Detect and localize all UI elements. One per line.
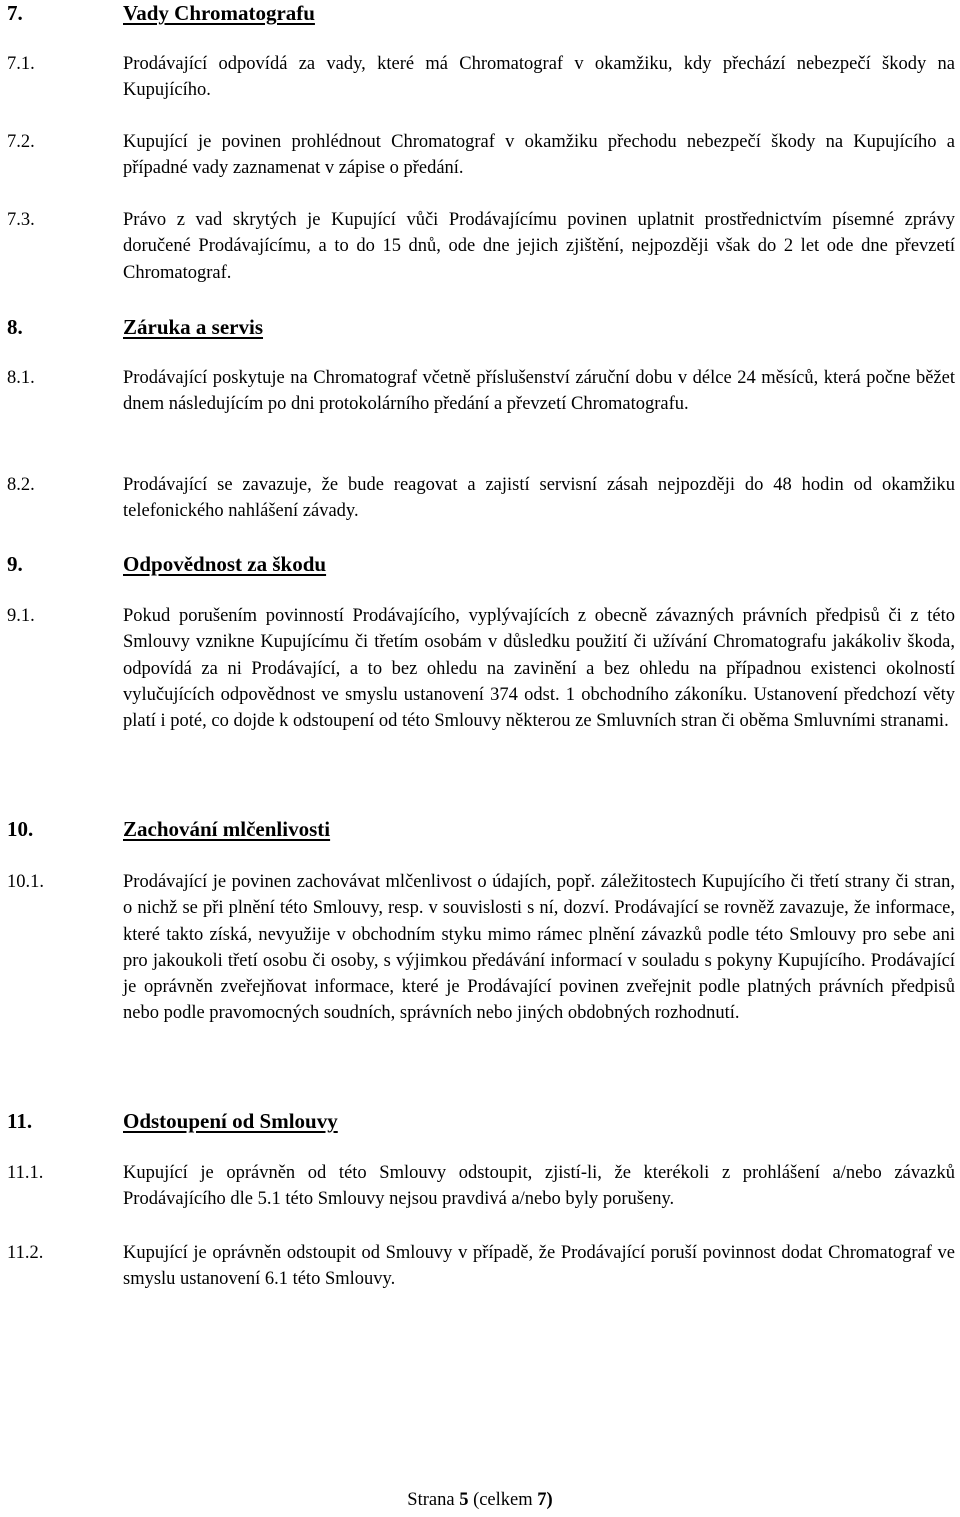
clause-number: 7.1. xyxy=(7,54,35,74)
section-title: Zachování mlčenlivosti xyxy=(123,817,331,841)
clause-number: 8.1. xyxy=(7,368,35,388)
clause-number: 11.1. xyxy=(7,1163,44,1183)
clause-number: 8.2. xyxy=(7,475,35,495)
section-title: Vady Chromatografu xyxy=(123,1,315,25)
clause xyxy=(7,1160,955,1213)
clause-text: Prodávající poskytuje na Chromatograf včetně příslušenství záruční dobu v délce 24 měsíců, která počne běžet dnem následujícím po dni protokolárního předání a převzetí Chromatografu. xyxy=(123,368,955,415)
footer-middle: (celkem xyxy=(468,1490,538,1510)
clause-number: 11.2. xyxy=(7,1243,44,1263)
section-number: 11. xyxy=(7,1109,33,1133)
clause-number: 7.2. xyxy=(7,132,35,152)
clause xyxy=(7,869,955,1027)
section-number: 10. xyxy=(7,817,34,841)
footer-page-number: 5 xyxy=(459,1490,469,1510)
section-title: Odstoupení od Smlouvy xyxy=(123,1109,338,1133)
page-footer xyxy=(0,1487,960,1513)
clause-text: Prodávající odpovídá za vady, které má Chromatograf v okamžiku, kdy přechází nebezpečí škody na Kupujícího. xyxy=(123,54,955,101)
clause-number: 10.1. xyxy=(7,872,44,892)
clause-text: Kupující je povinen prohlédnout Chromatograf v okamžiku přechodu nebezpečí škody na Kupujícího a případné vady zaznamenat v zápise o předání. xyxy=(123,132,955,179)
clause xyxy=(7,207,955,286)
footer-prefix: Strana xyxy=(407,1490,460,1510)
footer-total-pages: 7) xyxy=(537,1490,553,1510)
clause xyxy=(7,365,955,418)
clause-number: 9.1. xyxy=(7,606,35,626)
clause-text: Právo z vad skrytých je Kupující vůči Prodávajícímu povinen uplatnit prostřednictvím písemné zprávy doručené Prodávajícímu, a to do 15 dnů, ode dne jejich zjištění, nejpozději však do 2 let ode dne převzetí Chromatograf. xyxy=(123,210,955,283)
clause xyxy=(7,603,955,734)
clause xyxy=(7,1240,955,1293)
section-title: Záruka a servis xyxy=(123,315,264,339)
clause xyxy=(7,51,955,104)
section-number: 8. xyxy=(7,315,23,339)
section-number: 7. xyxy=(7,1,23,25)
clause-text: Prodávající je povinen zachovávat mlčenlivost o údajích, popř. záležitostech Kupujícího či třetí strany či stran, o nichž se při plnění této Smlouvy, resp. v souvislosti s ní, dozví. Prodávající se rovněž zavazuje, že informace, které takto získá, nevyužije v obchodním styku mimo rámec plnění závazků podle této Smlouvy pro sebe ani pro jakoukoli třetí osobu či osoby, s výjimkou předávání informací v souladu s pokyny Kupujícího. Prodávající je oprávněn zveřejňovat informace, které je Prodávající povinen zveřejnit podle platných právních předpisů nebo podle pravomocných soudních, správních nebo jiných obdobných rozhodnutí. xyxy=(123,872,955,1024)
clause xyxy=(7,472,955,525)
clause-text: Prodávající se zavazuje, že bude reagovat a zajistí servisní zásah nejpozději do 48 hodin od okamžiku telefonického nahlášení závady. xyxy=(123,475,955,522)
clause xyxy=(7,129,955,182)
section-title: Odpovědnost za škodu xyxy=(123,552,327,576)
clause-text: Kupující je oprávněn odstoupit od Smlouvy v případě, že Prodávající poruší povinnost dodat Chromatograf ve smyslu ustanovení 6.1 této Smlouvy. xyxy=(123,1243,955,1290)
clause-text: Pokud porušením povinností Prodávajícího, vyplývajících z obecně závazných právních předpisů či z této Smlouvy vznikne Kupujícímu či třetím osobám v důsledku použití či užívání Chromatografu jakákoliv škoda, odpovídá za ni Prodávající, a to bez ohledu na zavinění a bez ohledu na případnou existenci okolností vylučujících odpovědnost ve smyslu ustanovení 374 odst. 1 obchodního zákoníku. Ustanovení předchozí věty platí i poté, co dojde k odstoupení od této Smlouvy některou ze Smluvních stran či oběma Smluvními stranami. xyxy=(123,606,955,732)
clause-number: 7.3. xyxy=(7,210,35,230)
clause-text: Kupující je oprávněn od této Smlouvy odstoupit, zjistí-li, že kterékoli z prohlášení a/nebo závazků Prodávajícího dle 5.1 této Smlouvy nejsou pravdivá a/nebo byly porušeny. xyxy=(123,1163,955,1210)
section-number: 9. xyxy=(7,552,23,576)
